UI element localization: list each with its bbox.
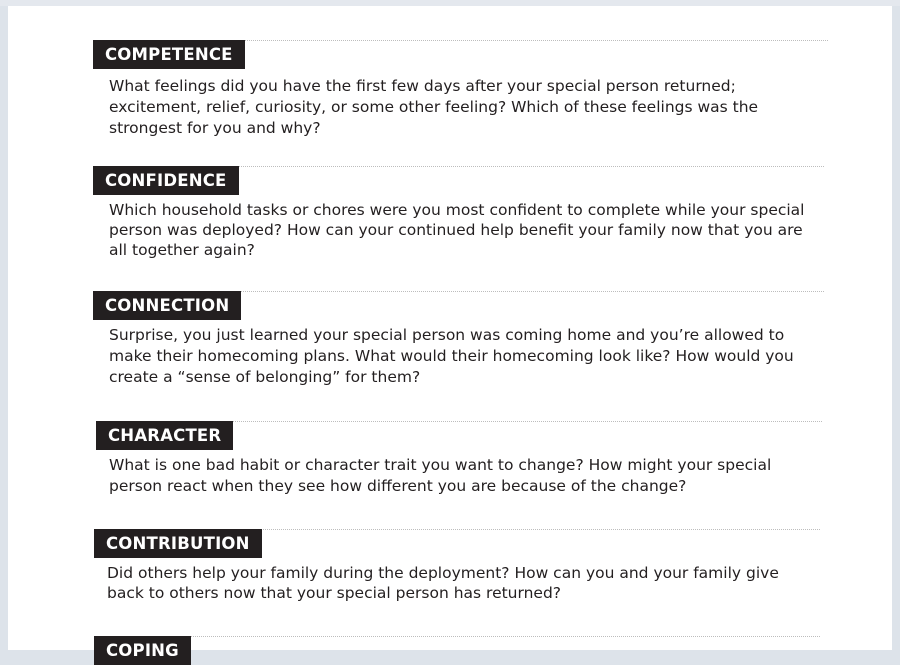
section-label: CONFIDENCE bbox=[93, 166, 239, 195]
section-question: Surprise, you just learned your special person was coming home and you’re allowed to make their homecoming plans. What would their homecoming look like? How would you create a “sense of belonging” for them? bbox=[109, 326, 794, 386]
section-label: CONTRIBUTION bbox=[94, 529, 262, 558]
section-question: What feelings did you have the first few days after your special person returned; excitement, relief, curiosity, or some other feeling? Which of these feelings was the strongest for you and why? bbox=[109, 77, 759, 137]
section-question: Did others help your family during the deployment? How can you and your family give back to others now that your special person has returned? bbox=[107, 564, 779, 602]
worksheet-page bbox=[8, 6, 892, 660]
section-question: What is one bad habit or character trait you want to change? How might your special person react when they see how different you are because of the change? bbox=[109, 456, 772, 495]
section-question: Which household tasks or chores were you most confident to complete while your special person was deployed? How can your continued help benefit your family now that you are all together again? bbox=[109, 201, 805, 259]
section-label: CHARACTER bbox=[96, 421, 233, 450]
section-label: COPING bbox=[94, 636, 191, 665]
section-label: CONNECTION bbox=[93, 291, 241, 320]
section-divider bbox=[94, 636, 820, 637]
section-label: COMPETENCE bbox=[93, 40, 245, 69]
